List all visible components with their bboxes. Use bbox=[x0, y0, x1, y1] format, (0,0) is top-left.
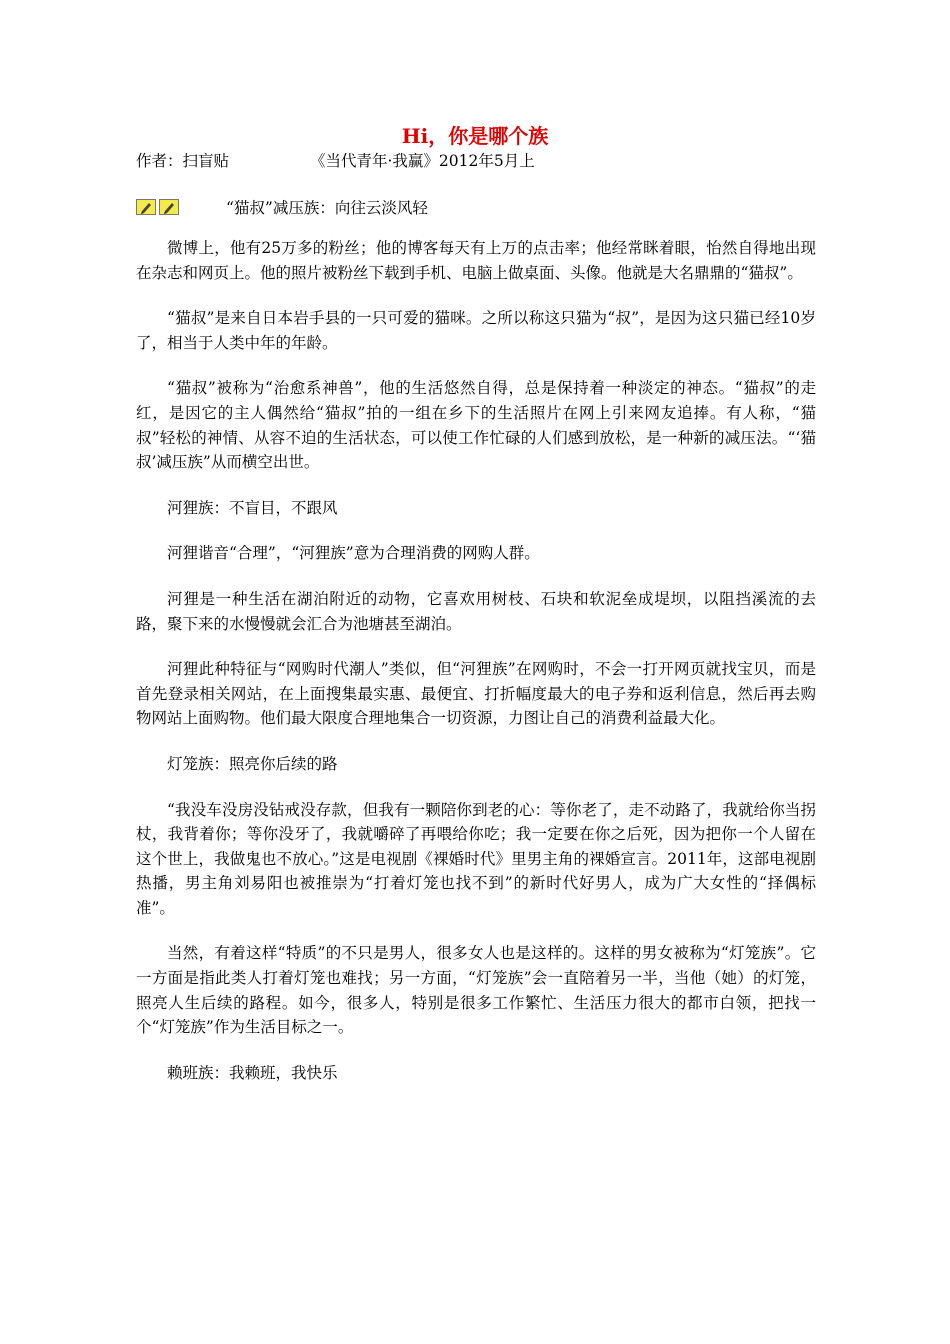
paragraph: 微博上，他有25万多的粉丝；他的博客每天有上万的点击率；他经常眯着眼，怡然自得地出现在杂志和网页上。他的照片被粉丝下载到手机、电脑上做桌面、头像。他就是大名鼎鼎的“猫叔”。 bbox=[136, 239, 816, 282]
section-heading-4: 赖班族：我赖班，我快乐 bbox=[167, 1063, 338, 1082]
article-meta bbox=[136, 150, 535, 172]
section-heading-2: 河狸族：不盲目，不跟风 bbox=[167, 498, 338, 517]
source-line: 《当代青年·我赢》2012年5月上 bbox=[310, 152, 535, 170]
section-heading-1 bbox=[136, 196, 428, 220]
paragraph: 河狸此种特征与“网购时代潮人”类似，但“河狸族”在网购时，不会一打开网页就找宝贝，而是首先登录相关网站，在上面搜集最实惠、最便宜、打折幅度最大的电子券和返利信息，然后再去购物网站上面购物。他们最大限度合理地集合一切资源，力图让自己的消费利益最大化。 bbox=[136, 660, 816, 728]
section-heading-text: “猫叔”减压族：向往云淡风轻 bbox=[226, 199, 428, 217]
paragraph: 河狸谐音“合理”，“河狸族”意为合理消费的网购人群。 bbox=[167, 544, 540, 563]
paragraph: 河狸是一种生活在湖泊附近的动物，它喜欢用树枝、石块和软泥垒成堤坝，以阻挡溪流的去路，聚下来的水慢慢就会汇合为池塘甚至湖泊。 bbox=[136, 589, 816, 633]
paragraph: “我没车没房没钻戒没存款，但我有一颗陪你到老的心：等你老了，走不动路了，我就给你当拐杖，我背着你；等你没牙了，我就嚼碎了再喂给你吃；我一定要在你之后死，因为把你一个人留在这个世上，我做鬼也不放心。”这是电视剧《裸婚时代》里男主角的裸婚宣言。2011年，这部电视剧热播，男主角刘易阳也被推崇为“打着灯笼也找不到”的新时代好男人，成为广大女性的“择偶标准”。 bbox=[136, 800, 816, 917]
section-heading-3: 灯笼族：照亮你后续的路 bbox=[167, 754, 338, 773]
paragraph: “猫叔”被称为“治愈系神兽”，他的生活悠然自得，总是保持着一种淡定的神态。“猫叔”的走红，是因它的主人偶然给“猫叔”拍的一组在乡下的生活照片在网上引来网友追捧。有人称，“猫叔”轻松的神情、从容不迫的生活状态，可以使工作忙碌的人们感到放松，是一种新的减压法。“‘猫叔’减压族”从而横空出世。 bbox=[136, 379, 816, 472]
paragraph: 当然，有着这样“特质”的不只是男人，很多女人也是这样的。这样的男女被称为“灯笼族”。它一方面是指此类人打着灯笼也难找；另一方面，“灯笼族”会一直陪着另一半，当他（她）的灯笼，照亮人生后续的路程。如今，很多人，特别是很多工作繁忙、生活压力很大的都市白领，把找一个“灯笼族”作为生活目标之一。 bbox=[136, 944, 816, 1037]
article-title: Hi，你是哪个族 bbox=[401, 124, 549, 148]
paragraph: “猫叔”是来自日本岩手县的一只可爱的猫咪。之所以称这只猫为“叔”，是因为这只猫已经10岁了，相当于人类中年的年龄。 bbox=[136, 309, 816, 352]
article-body bbox=[136, 236, 816, 1106]
author-line: 作者：扫盲贴 bbox=[136, 152, 230, 170]
pencil-icon bbox=[136, 198, 180, 216]
